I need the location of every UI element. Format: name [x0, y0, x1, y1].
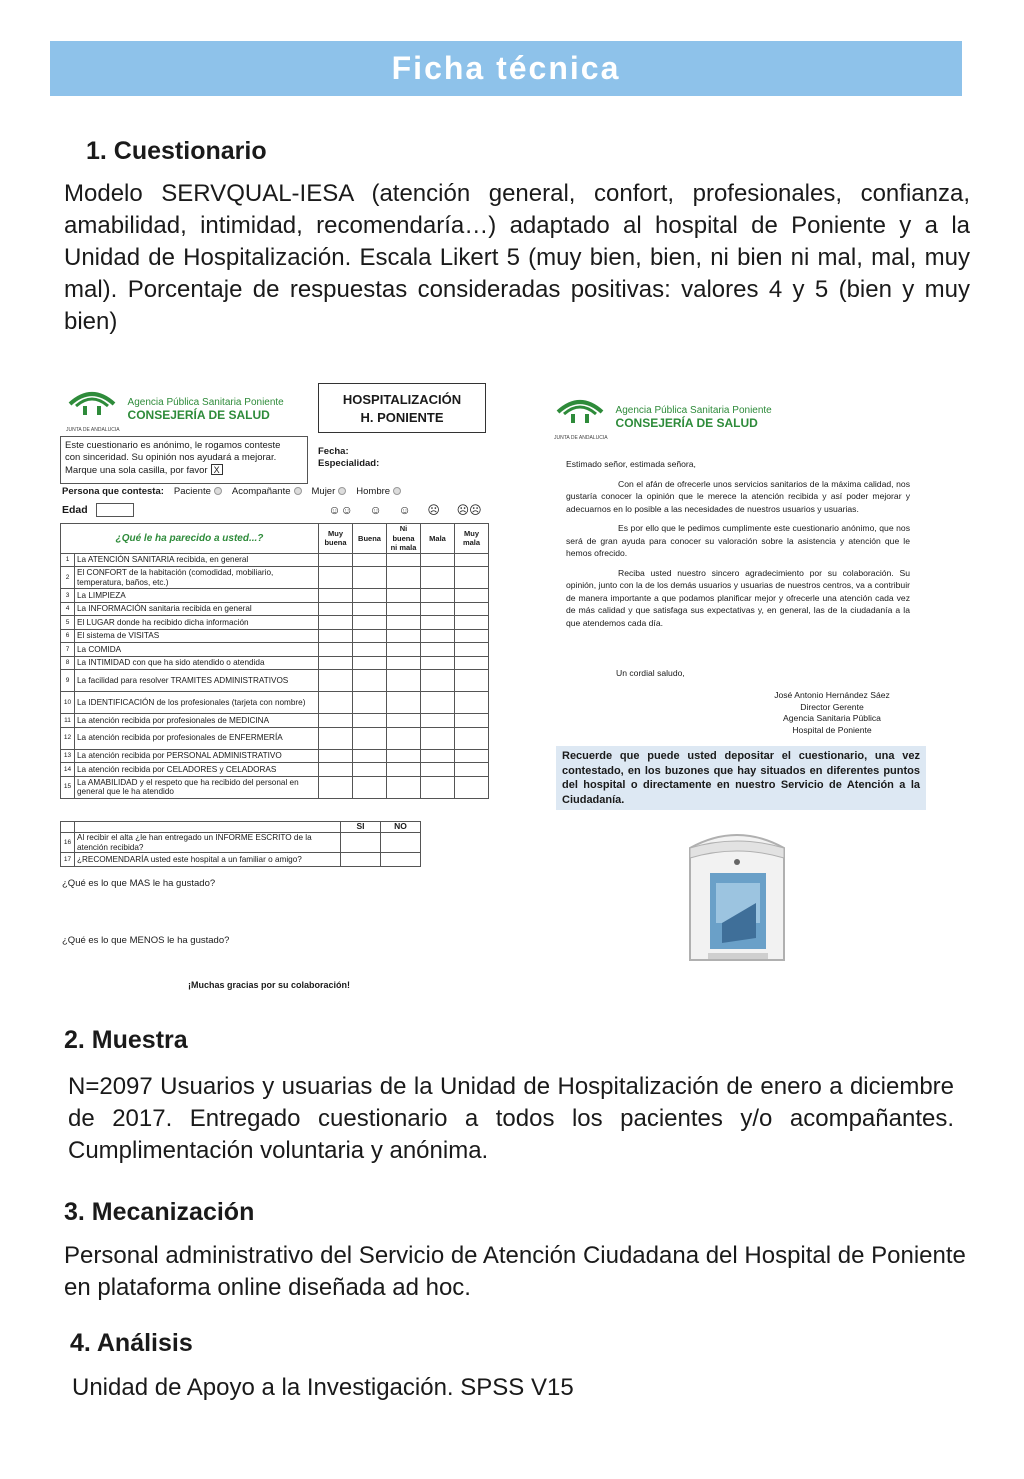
- table-row: 11 La atención recibida por profesionales de MEDICINA: [61, 714, 489, 728]
- radio-icon: [214, 487, 222, 495]
- section-text-muestra: N=2097 Usuarios y usuarias de la Unidad de Hospitalización de enero a diciembre de 2017. Entregado cuestionario a todos los pacientes y/o acompañantes. Cumplimentación voluntaria y anónima.: [68, 1073, 954, 1164]
- happy-face-icon: ☺: [369, 503, 382, 517]
- agency-name: Agencia Pública Sanitaria Poniente: [615, 405, 772, 416]
- letter-body: [566, 458, 910, 629]
- section-text-mecanizacion: Personal administrativo del Servicio de Atención Ciudadana del Hospital de Poniente en plataforma online diseñada ad hoc.: [64, 1242, 966, 1301]
- edad-box: [96, 503, 134, 517]
- signer-org-1: Agencia Sanitaria Pública: [783, 713, 881, 723]
- cover-letter-image: [552, 388, 932, 978]
- persona-label: Persona que contesta:: [62, 486, 164, 497]
- table-row: 17 ¿RECOMENDARÍA usted este hospital a un familiar o amigo?: [61, 853, 421, 867]
- face-scale: [320, 503, 490, 517]
- very-sad-face-icon: ☹☹: [456, 503, 482, 517]
- neutral-face-icon: ☺: [398, 503, 411, 517]
- table-row: 2 El CONFORT de la habitación (comodidad, mobiliario, temperatura, baños, etc.): [61, 567, 489, 589]
- table-row: 6 El sistema de VISITAS: [61, 629, 489, 643]
- page-title-banner: Ficha técnica: [50, 41, 962, 96]
- scale-muy-buena: Muy buena: [319, 524, 353, 554]
- sad-face-icon: ☹: [427, 503, 440, 517]
- question-menos: ¿Qué es lo que MENOS le ha gustado?: [62, 935, 230, 946]
- yes-header: SI: [341, 822, 381, 833]
- fecha-label: Fecha:: [318, 446, 349, 457]
- option-hombre: Hombre: [356, 486, 401, 497]
- section-text-analisis: Unidad de Apoyo a la Investigación. SPSS V15: [72, 1374, 574, 1401]
- anonymous-notice: [60, 436, 308, 484]
- signer-role: Director Gerente: [800, 701, 864, 712]
- agency-name: Agencia Pública Sanitaria Poniente: [127, 397, 284, 408]
- radio-icon: [294, 487, 302, 495]
- table-row: 9 La facilidad para resolver TRAMITES ADMINISTRATIVOS: [61, 670, 489, 692]
- persona-row: [62, 486, 401, 497]
- table-row: 13 La atención recibida por PERSONAL ADMINISTRATIVO: [61, 749, 489, 763]
- anon-line-1: Este cuestionario es anónimo, le rogamos conteste: [65, 440, 281, 451]
- letter-signature: [762, 690, 902, 736]
- fecha-fields: [318, 446, 379, 470]
- table-row: 12 La atención recibida por profesionales de ENFERMERÍA: [61, 727, 489, 749]
- junta-emblem-icon: [66, 386, 118, 422]
- mailbox-icon: [682, 828, 792, 968]
- radio-icon: [393, 487, 401, 495]
- questionnaire-image: [58, 378, 490, 998]
- especialidad-label: Especialidad:: [318, 458, 380, 469]
- junta-label: JUNTA DE ANDALUCIA: [554, 435, 608, 441]
- anon-line-2: con sinceridad. Su opinión nos ayudará a mejorar.: [65, 452, 277, 463]
- scale-mala: Mala: [421, 524, 455, 554]
- signer-org-2: Hospital de Poniente: [792, 724, 872, 735]
- scale-ni-buena-ni-mala: Ni buena ni mala: [387, 524, 421, 554]
- letter-paragraph-1: Con el afán de ofrecerle unos servicios sanitarios de la máxima calidad, nos gustaría conocer la opinión que le merece la atención recibida y así poder mejorar y adecuarnos en lo posible a las necesidades de nuestros usuarios y usuarias.: [566, 478, 910, 514]
- edad-row: [62, 503, 134, 517]
- anon-line-3: Marque una sola casilla, por favor X: [65, 464, 303, 477]
- question-header: ¿Qué le ha parecido a usted...?: [61, 524, 319, 554]
- letter-paragraph-3: Reciba usted nuestro sincero agradecimiento por su colaboración. Su opinión, junto con la de los demás usuarios y usuarias de nuestros centros, va a contribuir de manera importante a que podamos planificar mejor y ofrecerle una atención cada vez de más calidad y que satisfaga sus expectativas y, en general, las de la ciudadanía a la que atendemos cada día.: [566, 567, 910, 628]
- junta-logo: [66, 386, 284, 433]
- radio-icon: [338, 487, 346, 495]
- letter-closing: Un cordial saludo,: [616, 668, 685, 678]
- questionnaire-table: [60, 523, 489, 799]
- letter-greeting: Estimado señor, estimada señora,: [566, 459, 696, 469]
- unit-line-2: H. PONIENTE: [360, 410, 444, 425]
- table-row: 16 Al recibir el alta ¿le han entregado un INFORME ESCRITO de la atención recibida?: [61, 833, 421, 853]
- option-mujer: Mujer: [312, 486, 347, 497]
- signer-name: José Antonio Hernández Sáez: [774, 690, 890, 700]
- table-row: 1 La ATENCIÓN SANITARIA recibida, en general: [61, 553, 489, 567]
- letter-paragraph-2: Es por ello que le pedimos cumplimente este cuestionario anónimo, que nos será de gran ayuda para conocer su valoración sobre la asistencia y atención que le hemos ofrecido.: [566, 523, 910, 558]
- table-row: 3 La LIMPIEZA: [61, 589, 489, 603]
- table-row: 7 La COMIDA: [61, 643, 489, 657]
- unit-box: [318, 383, 486, 433]
- reminder-box: Recuerde que puede usted depositar el cuestionario, una vez contestado, en los buzones que hay situados en diferentes puntos del hospital o directamente en nuestro Servicio de Atención a la Ciudadanía.: [556, 746, 926, 810]
- table-row: 10 La IDENTIFICACIÓN de los profesionales (tarjeta con nombre): [61, 692, 489, 714]
- table-row: 15 La AMABILIDAD y el respeto que ha recibido del personal en general que le ha atendido: [61, 776, 489, 798]
- scale-muy-mala: Muy mala: [455, 524, 489, 554]
- junta-logo: [554, 394, 772, 441]
- section-heading-mecanizacion: 3. Mecanización: [64, 1198, 255, 1226]
- table-row: 5 El LUGAR donde ha recibido dicha información: [61, 616, 489, 630]
- junta-emblem-icon: [554, 394, 606, 430]
- scale-buena: Buena: [353, 524, 387, 554]
- table-row: 8 La INTIMIDAD con que ha sido atendido o atendida: [61, 656, 489, 670]
- consejeria-name: CONSEJERÍA DE SALUD: [127, 408, 270, 422]
- unit-line-1: HOSPITALIZACIÓN: [342, 392, 462, 407]
- table-row: 14 La atención recibida por CELADORES y CELADORAS: [61, 763, 489, 777]
- section-heading-analisis: 4. Análisis: [70, 1329, 193, 1357]
- option-acompanante: Acompañante: [232, 486, 302, 497]
- section-heading-cuestionario: 1. Cuestionario: [86, 137, 267, 165]
- no-header: NO: [381, 822, 421, 833]
- edad-label: Edad: [62, 504, 88, 516]
- very-happy-face-icon: ☺☺: [328, 503, 353, 517]
- sample-checkbox: X: [211, 464, 223, 475]
- yes-no-table: [60, 821, 421, 867]
- junta-label: JUNTA DE ANDALUCIA: [66, 427, 120, 433]
- table-row: 4 La INFORMACIÓN sanitaria recibida en general: [61, 602, 489, 616]
- question-mas: ¿Qué es lo que MAS le ha gustado?: [62, 878, 216, 889]
- section-heading-muestra: 2. Muestra: [64, 1026, 188, 1054]
- consejeria-name: CONSEJERÍA DE SALUD: [615, 416, 758, 430]
- option-paciente: Paciente: [174, 486, 222, 497]
- section-text-cuestionario: Modelo SERVQUAL-IESA (atención general, confort, profesionales, confianza, amabilidad, intimidad, recomendaría…) adaptado al hospital de Poniente y a la Unidad de Hospitalización. Escala Likert 5 (muy bien, bien, ni bien ni mal, mal, muy mal). Porcentaje de respuestas consideradas positivas: valores 4 y 5 (bien y muy bien): [64, 180, 970, 335]
- thanks-note: ¡Muchas gracias por su colaboración!: [188, 980, 351, 990]
